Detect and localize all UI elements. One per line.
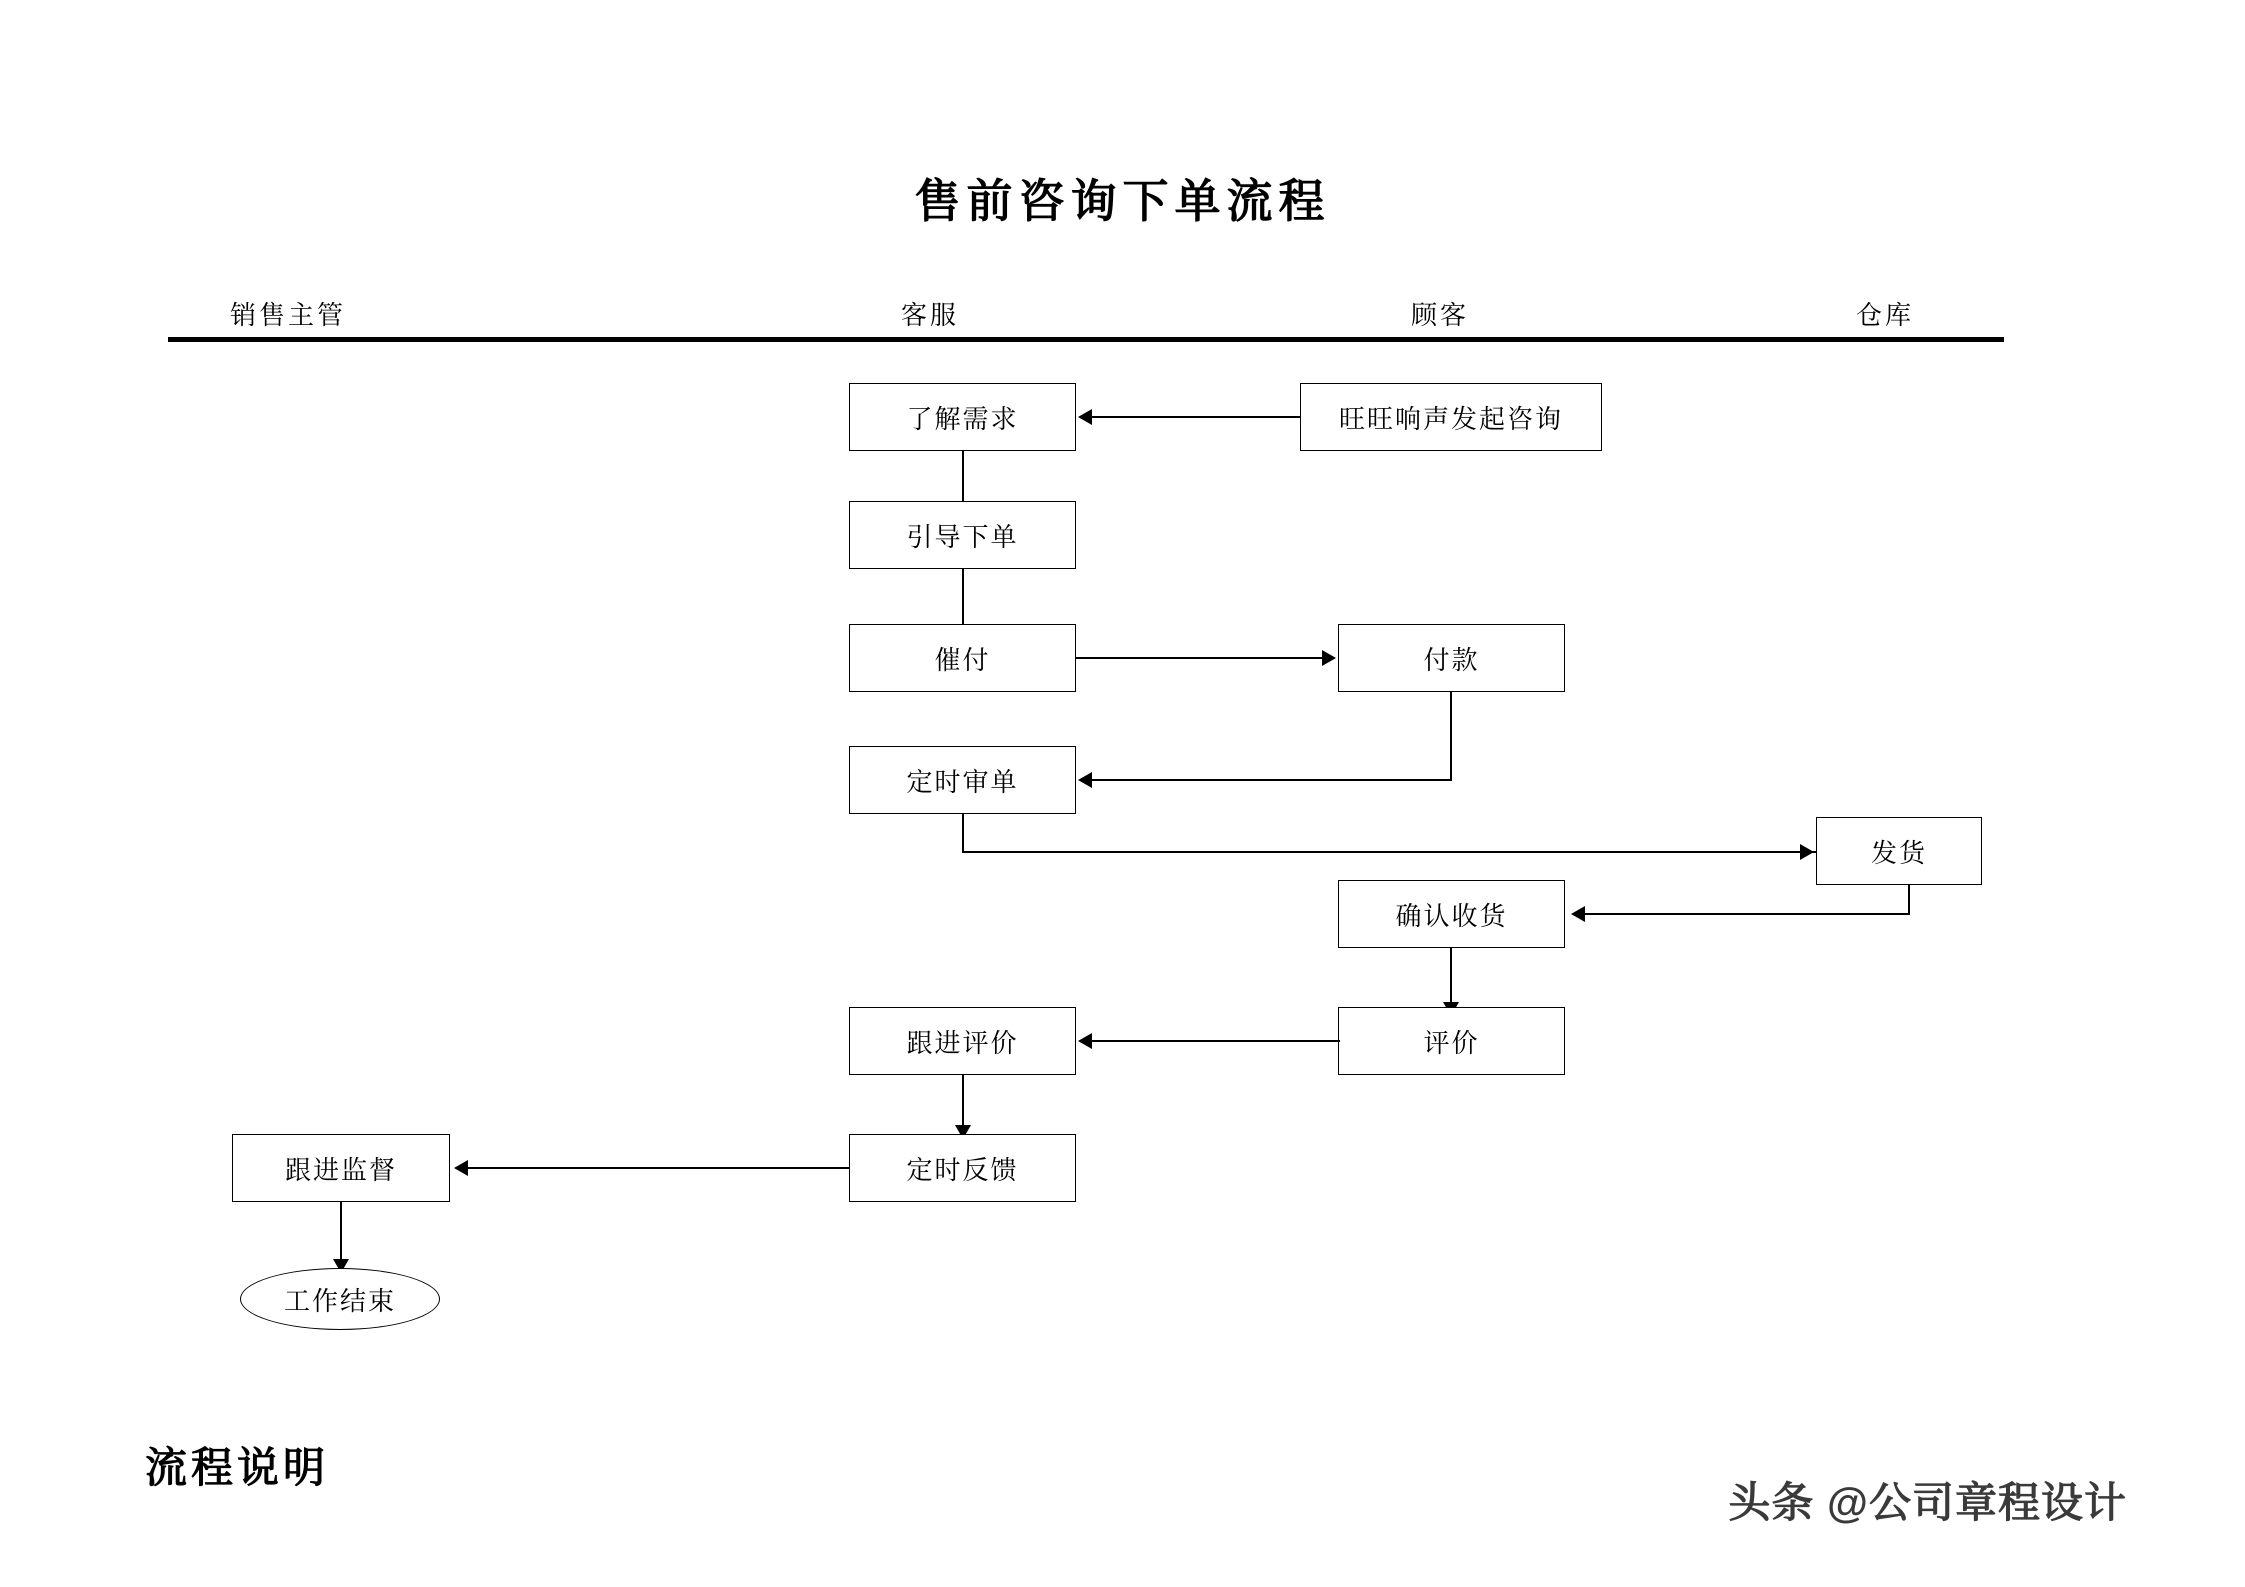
- edge-confirm-receipt-to-review: [1450, 948, 1452, 1008]
- arrowhead-review-to-follow-up-review: [1078, 1033, 1092, 1049]
- arrowhead-payment-to-scheduled-order-review: [1078, 772, 1092, 788]
- page-title: 售前咨询下单流程: [914, 176, 1331, 227]
- edge-follow-up-supervision-to-work-end: [340, 1202, 342, 1265]
- arrowhead-inquiry-to-understand-needs: [1078, 409, 1092, 425]
- watermark: 头条 @公司章程设计: [1728, 1479, 2127, 1526]
- lane-header-divider: [168, 337, 2004, 342]
- node-follow-up-supervision[interactable]: 跟进监督: [232, 1134, 450, 1202]
- arrowhead-urge-payment-to-payment: [1322, 650, 1336, 666]
- node-wangwang-inquiry[interactable]: 旺旺响声发起咨询: [1300, 383, 1602, 451]
- edge-payment-to-review-horizontal: [1092, 779, 1452, 781]
- edge-review-to-follow-up-review: [1092, 1040, 1340, 1042]
- node-guide-order[interactable]: 引导下单: [849, 501, 1076, 569]
- edge-guide-order-to-urge-payment: [962, 569, 964, 631]
- edge-review-to-ship-vertical: [962, 814, 964, 852]
- edge-ship-to-confirm-horizontal: [1585, 913, 1910, 915]
- node-urge-payment[interactable]: 催付: [849, 624, 1076, 692]
- lane-label-warehouse: 仓库: [1855, 301, 1914, 330]
- node-confirm-receipt[interactable]: 确认收货: [1338, 880, 1565, 948]
- node-payment[interactable]: 付款: [1338, 624, 1565, 692]
- lane-label-customer: 顾客: [1410, 301, 1469, 330]
- edge-payment-to-review-vertical: [1450, 692, 1452, 781]
- node-scheduled-feedback[interactable]: 定时反馈: [849, 1134, 1076, 1202]
- edge-review-to-ship-horizontal: [962, 851, 1816, 853]
- node-scheduled-order-review[interactable]: 定时审单: [849, 746, 1076, 814]
- notes-heading: 流程说明: [145, 1446, 330, 1492]
- node-review[interactable]: 评价: [1338, 1007, 1565, 1075]
- edge-scheduled-feedback-to-follow-up-supervision: [468, 1167, 849, 1169]
- edge-urge-payment-to-payment: [1076, 657, 1324, 659]
- edge-ship-to-confirm-vertical: [1908, 885, 1910, 915]
- edge-inquiry-to-understand-needs: [1092, 416, 1300, 418]
- arrowhead-ship-goods-to-confirm-receipt: [1571, 906, 1585, 922]
- arrowhead-scheduled-feedback-to-follow-up-supervision: [454, 1160, 468, 1176]
- node-ship-goods[interactable]: 发货: [1816, 817, 1982, 885]
- edge-follow-up-review-to-scheduled-feedback: [962, 1075, 964, 1131]
- arrowhead-scheduled-order-review-to-ship-goods: [1800, 844, 1814, 860]
- lane-label-sales-manager: 销售主管: [229, 301, 346, 330]
- lane-label-customer-service: 客服: [900, 301, 959, 330]
- node-understand-needs[interactable]: 了解需求: [849, 383, 1076, 451]
- node-work-end[interactable]: 工作结束: [240, 1268, 440, 1330]
- node-follow-up-review[interactable]: 跟进评价: [849, 1007, 1076, 1075]
